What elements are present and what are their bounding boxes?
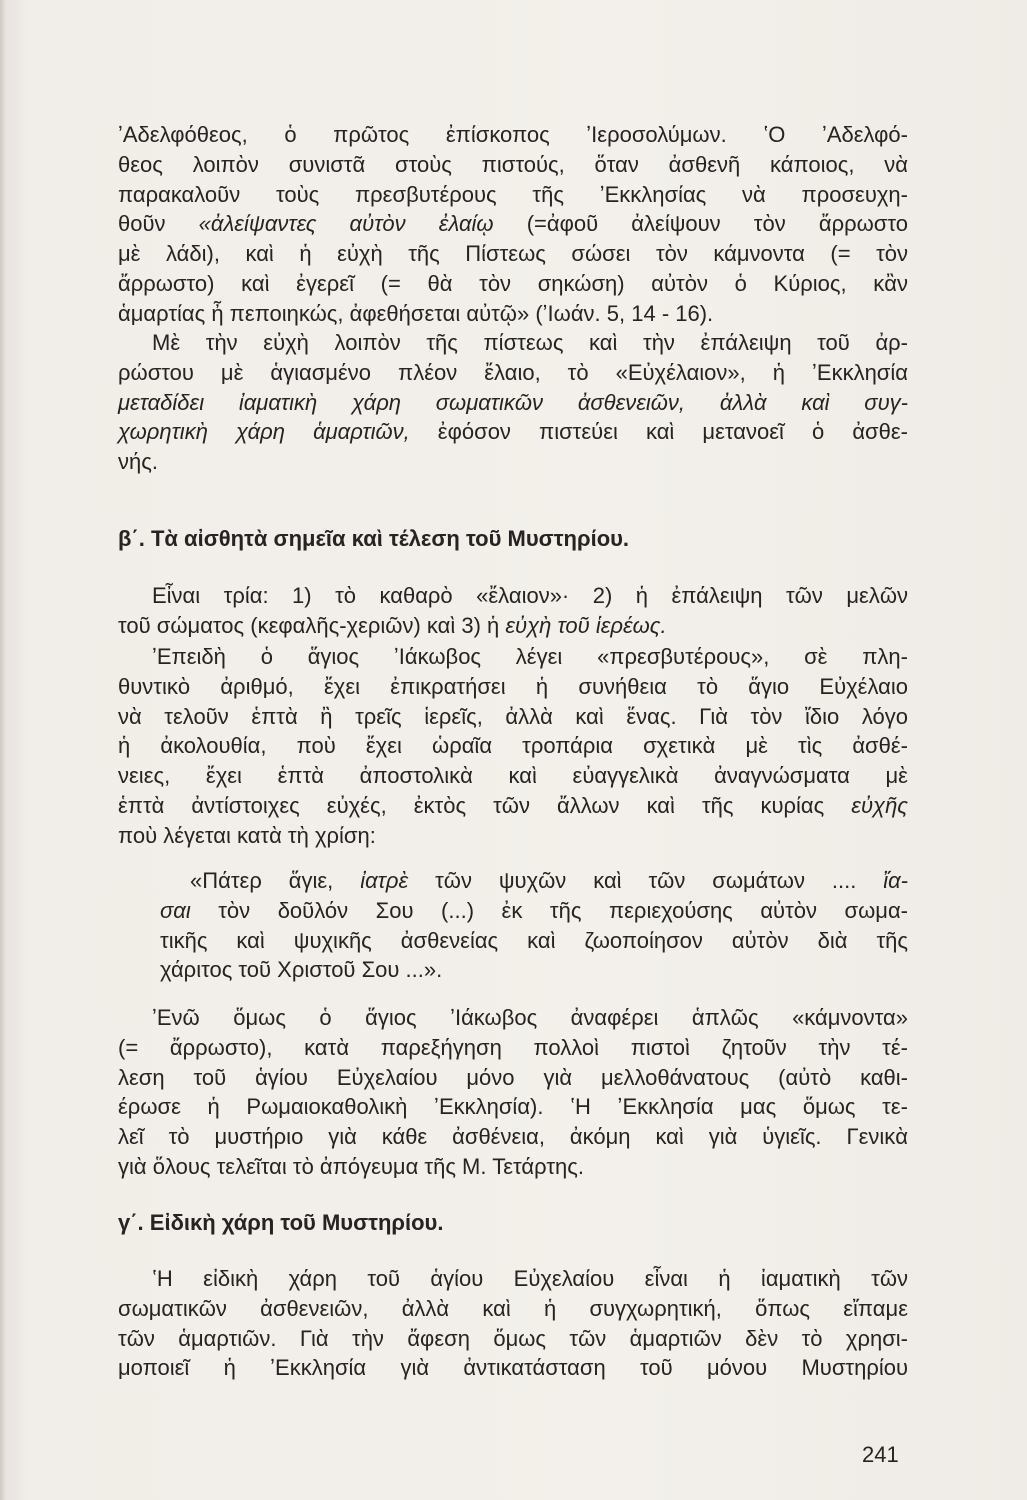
text-line xyxy=(118,209,908,239)
text-line: μὲ λάδι), καὶ ἡ εὐχὴ τῆς Πίστεως σώσει τὸν κάμνοντα (= τὸν xyxy=(118,241,908,267)
text-line: ʼΕνῶ ὅμως ὁ ἅγιος ʼΙάκωβος ἀναφέρει ἁπλῶς «κάμνοντα» xyxy=(152,1005,908,1030)
text-line: λεση τοῦ ἁγίου Εὐχελαίου μόνο γιὰ μελλοθάνατους (αὐτὸ καθι- xyxy=(118,1064,908,1090)
italic-text: ἴα- xyxy=(883,868,909,893)
text-line: τῶν ἁμαρτιῶν. Γιὰ τὴν ἄφεση ὅμως τῶν ἁμαρτιῶν δὲν τὸ χρησι- xyxy=(118,1325,908,1351)
italic-text: εὐχὴ τοῦ ἱερέως. xyxy=(505,612,667,638)
prayer-quote xyxy=(160,866,909,985)
text-line: ποὺ λέγεται κατὰ τὴ χρίση: xyxy=(118,822,376,848)
text-line xyxy=(118,791,908,821)
section-heading-gamma: γ΄. Εἰδικὴ χάρη τοῦ Μυστηρίου. xyxy=(118,1210,444,1235)
text-line: ἁμαρτίας ἦ πεποιηκώς, ἀφεθήσεται αὐτῷ» (ʼΙωάν. 5, 14 - 16). xyxy=(118,300,714,326)
italic-text: μεταδίδει ἰαματικὴ χάρη σωματικῶν ἀσθενειῶν, ἀλλὰ καὶ συγ- xyxy=(118,389,908,415)
text-fragment: «Πάτερ ἅγιε, xyxy=(190,868,361,893)
text-line: θυντικὸ ἀριθμό, ἔχει ἐπικρατήσει ἡ συνήθεια τὸ ἅγιο Εὐχέλαιο xyxy=(118,673,908,699)
section-heading-beta: β΄. Τὰ αἰσθητὰ σημεῖα καὶ τέλεση τοῦ Μυστηρίου. xyxy=(118,526,630,551)
text-line: νειες, ἔχει ἑπτὰ ἀποστολικὰ καὶ εὐαγγελικὰ ἀναγνώσματα μὲ xyxy=(118,763,908,789)
paragraph-6 xyxy=(118,1264,908,1383)
text-line xyxy=(190,866,908,896)
text-line: νὰ τελοῦν ἑπτὰ ἢ τρεῖς ἱερεῖς, ἀλλὰ καὶ ἕνας. Γιὰ τὸν ἴδιο λόγο xyxy=(118,703,908,729)
text-line: ʼΑδελφόθεος, ὁ πρῶτος ἐπίσκοπος ʼΙεροσολύμων. ʽΟ ʼΑδελφό- xyxy=(118,122,908,147)
paragraph-1 xyxy=(118,120,908,329)
text-line: τικῆς καὶ ψυχικῆς ἀσθενείας καὶ ζωοποίησον αὐτὸν διὰ τῆς xyxy=(160,927,908,953)
text-line: σωματικῶν ἀσθενειῶν, ἀλλὰ καὶ ἡ συγχωρητική, ὅπως εἴπαμε xyxy=(118,1295,908,1321)
spine-edge xyxy=(0,0,6,1500)
text-line: (= ἄρρωστο), κατὰ παρεξήγηση πολλοὶ πιστοὶ ζητοῦν τὴν τέ- xyxy=(118,1034,908,1060)
italic-text: ἰατρὲ xyxy=(360,868,409,893)
text-line: ἄρρωστο) καὶ ἐγερεῖ (= θὰ τὸν σηκώση) αὐτὸν ὁ Κύριος, κἂν xyxy=(118,270,908,296)
paragraph-5 xyxy=(118,1003,908,1182)
text-line: γιὰ ὅλους τελεῖται τὸ ἀπόγευμα τῆς Μ. Τετάρτης. xyxy=(118,1153,584,1179)
text-line xyxy=(160,896,908,926)
text-line: ρώστου μὲ ἁγιασμένο πλέον ἔλαιο, τὸ «Εὐχέλαιον», ἡ ʼΕκκλησία xyxy=(118,359,908,385)
italic-text: χωρητικὴ χάρη ἁμαρτιῶν, xyxy=(118,419,410,445)
paragraph-4 xyxy=(118,642,908,851)
text-line: θεος λοιπὸν συνιστᾶ στοὺς πιστούς, ὅταν ἀσθενῆ κάποιος, νὰ xyxy=(118,151,908,177)
text-line: λεῖ τὸ μυστήριο γιὰ κάθε ἀσθένεια, ἀκόμη καὶ γιὰ ὑγιεῖς. Γενικὰ xyxy=(118,1124,908,1150)
text-line: νής. xyxy=(118,449,158,475)
text-line: χάριτος τοῦ Χριστοῦ Σου ...». xyxy=(160,957,443,983)
text-line: ʼΕπειδὴ ὁ ἅγιος ʼΙάκωβος λέγει «πρεσβυτέρους», σὲ πλη- xyxy=(152,644,908,669)
text-line xyxy=(118,417,908,447)
text-fragment: τῶν ψυχῶν καὶ τῶν σωμάτων .... xyxy=(408,868,884,893)
paragraph-3 xyxy=(118,581,908,641)
italic-quote: «ἀλείψαντες αὐτὸν ἐλαίῳ xyxy=(198,211,494,237)
text-line xyxy=(118,611,908,641)
text-line: έρωσε ἡ Ρωμαιοκαθολικὴ ʼΕκκλησία). ʽΗ ʼΕκκλησία μας ὅμως τε- xyxy=(118,1094,908,1120)
text-fragment: τὸν δοῦλόν Σου (...) ἐκ τῆς περιεχούσης αὐτὸν σωμα- xyxy=(190,897,908,923)
text-line: ʽΗ εἰδικὴ χάρη τοῦ ἁγίου Εὐχελαίου εἶναι ἡ ἰαματικὴ τῶν xyxy=(152,1266,908,1291)
text-fragment: τοῦ σώματος (κεφαλῆς-χεριῶν) καὶ 3) ἡ xyxy=(118,612,506,638)
text-fragment: ἐφόσον πιστεύει καὶ μετανοεῖ ὁ ἀσθε- xyxy=(409,419,908,445)
italic-text: εὐχῆς xyxy=(851,792,908,818)
text-fragment: θοῦν xyxy=(118,211,166,237)
italic-text: σαι xyxy=(160,897,191,923)
text-fragment: ἑπτὰ ἀντίστοιχες εὐχές, ἐκτὸς τῶν ἄλλων καὶ τῆς κυρίας xyxy=(118,792,825,818)
paragraph-2 xyxy=(118,328,908,477)
text-line: ἡ ἀκολουθία, ποὺ ἔχει ὡραῖα τροπάρια σχετικὰ μὲ τὶς ἀσθέ- xyxy=(118,733,908,759)
page-number: 241 xyxy=(862,1442,899,1467)
text-line: Εἶναι τρία: 1) τὸ καθαρὸ «ἔλαιον»· 2) ἡ ἐπάλειψη τῶν μελῶν xyxy=(152,583,908,608)
text-line: μοποιεῖ ἡ ʼΕκκλησία γιὰ ἀντικατάσταση τοῦ μόνου Μυστηρίου xyxy=(118,1355,908,1381)
text-fragment: (=ἀφοῦ ἀλείψουν τὸν ἄρρωστο xyxy=(493,211,908,237)
text-line xyxy=(118,388,908,418)
text-line: Μὲ τὴν εὐχὴ λοιπὸν τῆς πίστεως καὶ τὴν ἐπάλειψη τοῦ ἀρ- xyxy=(152,330,908,355)
text-line: παρακαλοῦν τοὺς πρεσβυτέρους τῆς ʼΕκκλησίας νὰ προσευχη- xyxy=(118,181,908,207)
